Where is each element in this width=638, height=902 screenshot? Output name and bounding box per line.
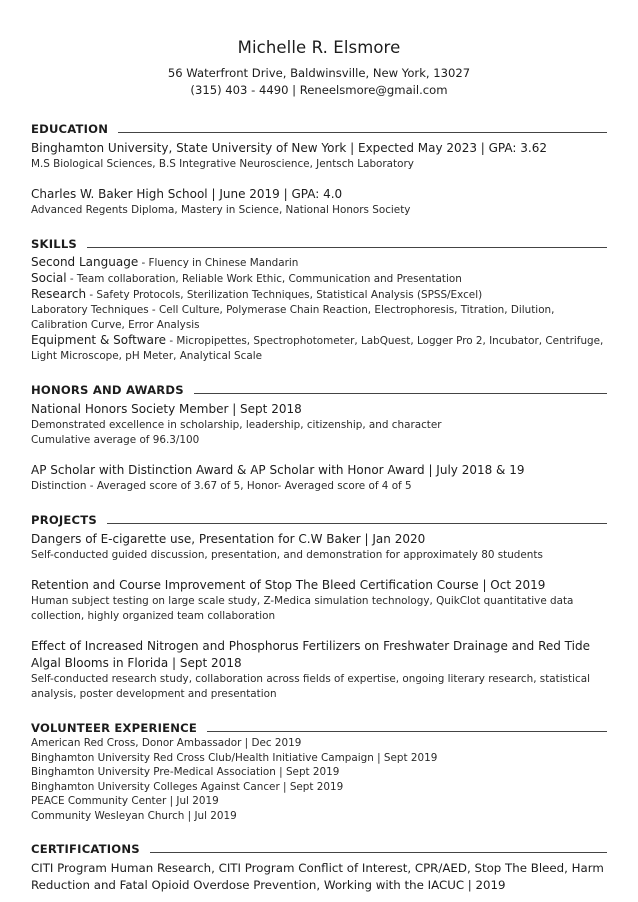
education-header [31,121,607,137]
skill-item [31,303,607,333]
entry-title: Retention and Course Improvement of Stop The Bleed Certification Course | Oct 2019 [31,578,546,592]
section-rule [107,523,607,524]
skill-item [31,271,607,287]
volunteer-item: Binghamton University Pre-Medical Association | Sept 2019 [31,766,340,778]
volunteer-item: American Red Cross, Donor Ambassador | Dec 2019 [31,737,302,749]
project-entry [31,577,607,624]
certifications-heading: CERTIFICATIONS [31,842,140,856]
entry-title: Effect of Increased Nitrogen and Phosphorus Fertilizers on Freshwater Drainage and Red Tide Algal Blooms in Florida | Sept 2018 [31,639,590,670]
skill-text: - Micropipettes, Spectrophotometer, LabQuest, Logger Pro 2, Incubator, Centrifuge, Light Microscope, pH Meter, Analytical Scale [31,335,604,362]
section-rule [150,852,607,853]
skill-text: Laboratory Techniques - Cell Culture, Polymerase Chain Reaction, Electrophoresis, Titration, Dilution, Calibration Curve, Error Analysis [31,304,555,331]
skill-item [31,255,607,271]
address: 56 Waterfront Drive, Baldwinsville, New York, 13027 [167,66,471,80]
volunteer-item: PEACE Community Center | Jul 2019 [31,795,219,807]
entry-detail: Demonstrated excellence in scholarship, leadership, citizenship, and character [31,419,442,431]
honors-heading: HONORS AND AWARDS [31,383,184,397]
skill-label: Equipment & Software [31,333,167,347]
volunteer-item: Community Wesleyan Church | Jul 2019 [31,809,237,822]
skill-text: - Team collaboration, Reliable Work Ethic, Communication and Presentation [66,273,462,285]
skills-heading: SKILLS [31,237,77,251]
section-rule [87,247,607,248]
projects-section [31,512,607,702]
volunteer-header [31,720,607,736]
certifications-text: CITI Program Human Research, CITI Program Conflict of Interest, CPR/AED, Stop The Bleed, Harm Reduction and Fatal Opioid Overdose Prevention, Working with the IACUC | 2019 [31,861,604,892]
section-rule [194,393,607,394]
volunteer-heading: VOLUNTEER EXPERIENCE [31,721,197,735]
contact-block [31,65,607,99]
entry-title: AP Scholar with Distinction Award & AP Scholar with Honor Award | July 2018 & 19 [31,463,525,477]
volunteer-section [31,720,607,823]
resume-name: Michelle R. Elsmore [237,38,401,57]
honor-entry [31,401,607,448]
entry-title: Binghamton University, State University of New York | Expected May 2023 | GPA: 3.62 [31,141,547,155]
entry-detail: Advanced Regents Diploma, Mastery in Science, National Honors Society [31,204,411,216]
certifications-section [31,841,607,894]
education-entry [31,186,607,218]
entry-detail: Cumulative average of 96.3/100 [31,434,200,446]
skill-item [31,333,607,364]
entry-detail: Self-conducted research study, collaboration across fields of expertise, ongoing literary research, statistical analysis, poster development and presentation [31,673,590,700]
volunteer-item: Binghamton University Colleges Against Cancer | Sept 2019 [31,780,344,793]
skills-header [31,236,607,252]
skill-text: - Fluency in Chinese Mandarin [138,257,299,269]
education-heading: EDUCATION [31,122,109,136]
entry-detail: Self-conducted guided discussion, presentation, and demonstration for approximately 80 students [31,549,543,561]
education-entry [31,140,607,172]
honor-entry [31,462,607,494]
skill-text: - Safety Protocols, Sterilization Techniques, Statistical Analysis (SPSS/Excel) [86,289,483,301]
entry-title: National Honors Society Member | Sept 2018 [31,402,302,416]
section-rule [118,132,607,133]
skill-label: Second Language [31,255,139,269]
certifications-header [31,841,607,857]
education-section [31,121,607,218]
entry-detail: Distinction - Averaged score of 3.67 of 5, Honor- Averaged score of 4 of 5 [31,480,412,492]
skill-item [31,287,607,303]
entry-title: Charles W. Baker High School | June 2019 | GPA: 4.0 [31,187,343,201]
skills-section [31,236,607,364]
projects-header [31,512,607,528]
phone-email: (315) 403 - 4490 | Reneelsmore@gmail.com [190,83,448,97]
skill-label: Research [31,287,87,301]
section-rule [207,731,607,732]
entry-title: Dangers of E-cigarette use, Presentation for C.W Baker | Jan 2020 [31,532,426,546]
project-entry [31,638,607,702]
volunteer-item: Binghamton University Red Cross Club/Health Initiative Campaign | Sept 2019 [31,751,438,764]
projects-heading: PROJECTS [31,513,97,527]
project-entry [31,531,607,563]
honors-header [31,382,607,398]
honors-section [31,382,607,494]
skill-label: Social [31,271,67,285]
entry-detail: M.S Biological Sciences, B.S Integrative Neuroscience, Jentsch Laboratory [31,158,414,170]
entry-detail: Human subject testing on large scale study, Z-Medica simulation technology, QuikClot quantitative data collection, highly organized team collaboration [31,595,574,622]
